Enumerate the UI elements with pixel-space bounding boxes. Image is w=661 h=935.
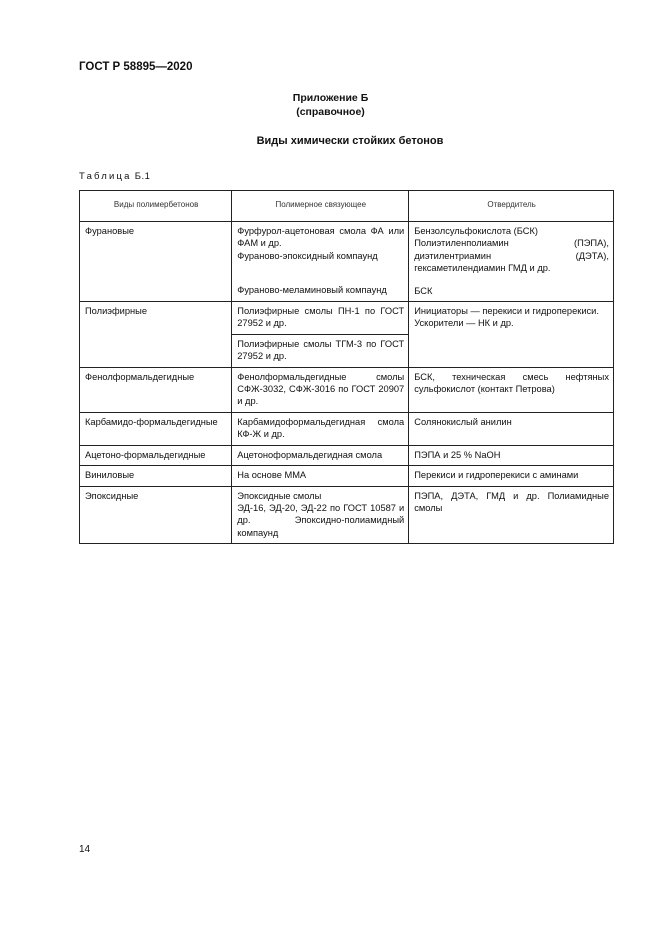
cell-hardener — [409, 222, 614, 302]
cell-line: Фураново-эпоксидный компаунд — [237, 250, 378, 261]
cell-binder: Карбамидоформальдегидная смола КФ-Ж и др. — [232, 412, 409, 445]
cell-hardener: ПЭПА, ДЭТА, ГМД и др. Полиамидные смолы — [409, 486, 614, 544]
cell-type: Карбамидо-формальдегидные — [80, 412, 232, 445]
cell-type: Полиэфирные — [80, 302, 232, 368]
cell-line: Фураново-меламиновый компаунд — [237, 285, 387, 296]
concrete-types-table — [79, 190, 614, 544]
table-label — [79, 171, 150, 182]
cell-line: ЭД-16, ЭД-20, ЭД-22 по ГОСТ 10587 и др. Эпоксидно-полиамидный компаунд — [237, 502, 405, 538]
cell-binder: Полиэфирные смолы ТГМ-3 по ГОСТ 27952 и др. — [232, 334, 409, 367]
cell-line: БСК — [414, 285, 433, 296]
table-row — [80, 302, 614, 335]
standard-code: ГОСТ Р 58895—2020 — [79, 61, 193, 73]
table-row — [80, 412, 614, 445]
table-row — [80, 466, 614, 486]
header-hardener: Отвердитель — [409, 191, 614, 222]
cell-binder: Ацетоноформальдегидная смола — [232, 445, 409, 465]
cell-binder: Фенолформальдегидные смолы СФЖ-3032, СФЖ-3016 по ГОСТ 20907 и др. — [232, 367, 409, 412]
cell-type: Эпоксидные — [80, 486, 232, 544]
appendix-heading — [0, 91, 661, 119]
cell-type: Фурановые — [80, 222, 232, 302]
cell-binder: На основе ММА — [232, 466, 409, 486]
cell-hardener: Солянокислый анилин — [409, 412, 614, 445]
cell-binder — [232, 486, 409, 544]
cell-type: Ацетоно-формальдегидные — [80, 445, 232, 465]
document-title: Виды химически стойких бетонов — [256, 135, 444, 147]
header-type: Виды полимербетонов — [80, 191, 232, 222]
table-label-number: Б.1 — [134, 171, 151, 182]
cell-type: Виниловые — [80, 466, 232, 486]
page-number: 14 — [79, 844, 91, 855]
table-header-row — [80, 191, 614, 222]
table-row — [80, 367, 614, 412]
header-binder: Полимерное связующее — [232, 191, 409, 222]
table-row — [80, 222, 614, 302]
cell-hardener: БСК, техническая смесь нефтяных сульфокислот (контакт Петрова) — [409, 367, 614, 412]
cell-type: Фенолформальдегидные — [80, 367, 232, 412]
cell-hardener: ПЭПА и 25 % NaOH — [409, 445, 614, 465]
cell-line: Полиэтиленполиамин (ПЭПА), диэтилентриамин (ДЭТА), гексаметилендиамин ГМД и др. — [414, 238, 609, 274]
cell-line: Инициаторы — перекиси и гидроперекиси. — [414, 306, 599, 317]
cell-line: Ускорители — НК и др. — [414, 318, 514, 329]
cell-hardener: Перекиси и гидроперекиси с аминами — [409, 466, 614, 486]
cell-binder — [232, 222, 409, 302]
cell-line: Эпоксидные смолы — [237, 490, 322, 501]
cell-line: Фурфурол-ацетоновая смола ФА или ФАМ и др. — [237, 226, 405, 249]
table-row — [80, 445, 614, 465]
table-label-word: Таблица — [79, 171, 132, 182]
cell-hardener — [409, 302, 614, 368]
appendix-subtitle: (справочное) — [296, 106, 365, 118]
appendix-title: Приложение Б — [292, 92, 369, 104]
table-row — [80, 486, 614, 544]
cell-binder: Полиэфирные смолы ПН-1 по ГОСТ 27952 и др. — [232, 302, 409, 335]
cell-line: Бензолсульфокислота (БСК) — [414, 226, 538, 236]
